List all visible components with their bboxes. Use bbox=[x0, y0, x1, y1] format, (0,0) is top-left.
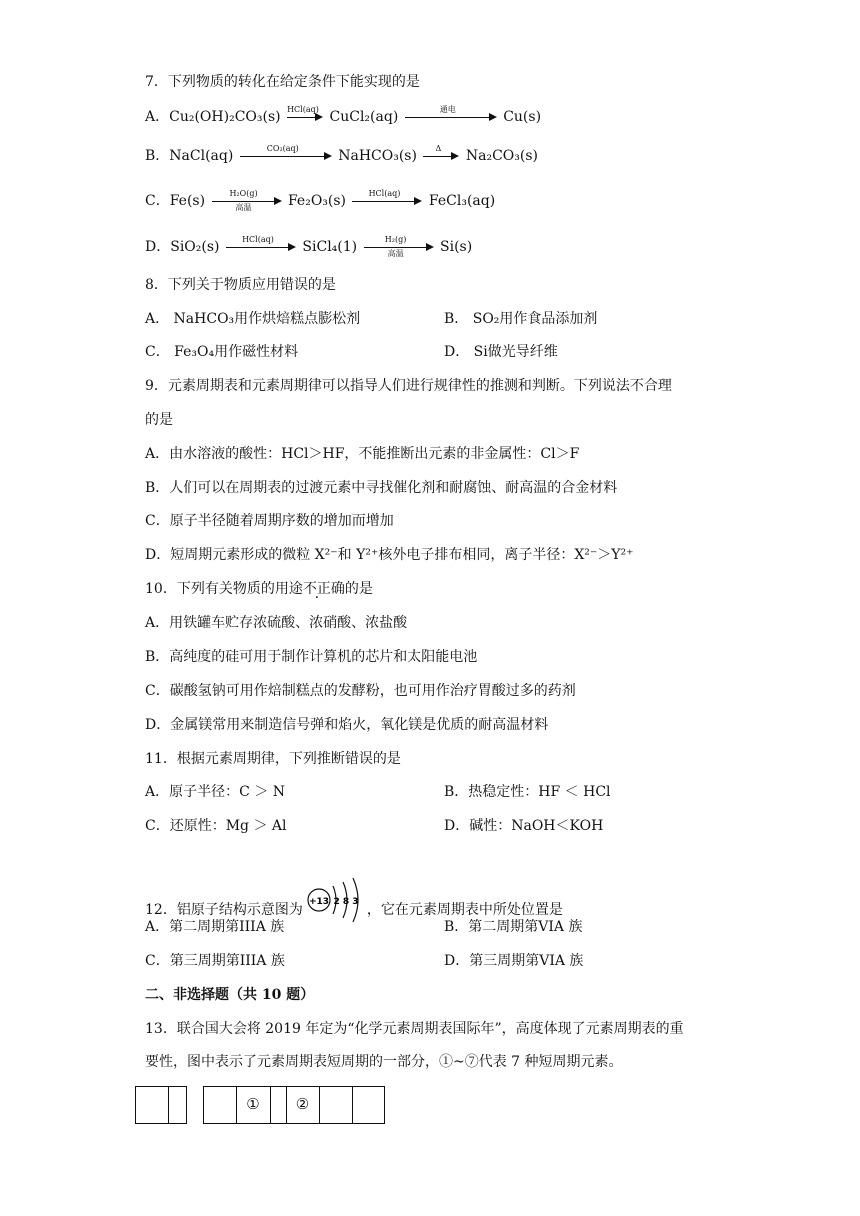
q9-option-c[interactable]: C．原子半径随着周期序数的增加而增加 bbox=[145, 513, 394, 529]
section-heading: 二、非选择题（共 10 题） bbox=[145, 987, 315, 1003]
q12-stem-post: ，它在元素周期表中所处位置是 bbox=[366, 902, 563, 918]
product: Si(s) bbox=[440, 239, 473, 255]
arrow-condition: Δ bbox=[435, 144, 442, 153]
option-label: D． bbox=[145, 239, 171, 255]
q7-stem: 7．下列物质的转化在给定条件下能实现的是 bbox=[145, 74, 420, 90]
table-cell-2: ② bbox=[295, 1095, 310, 1113]
reaction-arrow bbox=[352, 190, 422, 212]
nucleus-charge: +13 bbox=[308, 897, 329, 907]
intermediate: NaHCO₃(s) bbox=[338, 148, 417, 164]
reaction-arrow bbox=[287, 106, 323, 128]
electron-shells: 2 8 3 bbox=[333, 897, 359, 907]
reactant: NaCl(aq) bbox=[169, 148, 234, 164]
arrow-condition-below: 高温 bbox=[235, 203, 252, 212]
q13-text-line2: 要性，图中表示了元素周期表短周期的一部分，①~⑦代表 7 种短周期元素。 bbox=[145, 1054, 623, 1070]
q10-option-d[interactable]: D．金属镁常用来制造信号弹和焰火，氧化镁是优质的耐高温材料 bbox=[145, 717, 549, 733]
option-label: C． bbox=[145, 193, 170, 209]
arrow-condition: HCl(aq) bbox=[368, 189, 401, 198]
q11-option-c[interactable]: C．还原性：Mg ＞ Al bbox=[145, 818, 287, 834]
intermediate: Fe₂O₃(s) bbox=[287, 193, 347, 209]
cell-divider bbox=[319, 1086, 320, 1124]
q9-option-b[interactable]: B．人们可以在周期表的过渡元素中寻找催化剂和耐腐蚀、耐高温的合金材料 bbox=[145, 480, 618, 496]
reactant: Fe(s) bbox=[169, 193, 206, 209]
q7-option-b[interactable] bbox=[145, 145, 538, 167]
q10-stem-pre: 10．下列有关物质的用途 bbox=[145, 581, 303, 597]
q9-stem-line2: 的是 bbox=[145, 412, 173, 428]
q10-option-b[interactable]: B．高纯度的硅可用于制作计算机的芯片和太阳能电池 bbox=[145, 649, 478, 665]
arrow-condition: H₂(g) bbox=[384, 235, 407, 244]
q8-option-c[interactable]: C． Fe₃O₄用作磁性材料 bbox=[145, 344, 299, 360]
product: Na₂CO₃(s) bbox=[465, 148, 538, 164]
atom-structure-diagram bbox=[305, 872, 365, 928]
product: FeCl₃(aq) bbox=[428, 193, 496, 209]
option-label: A． bbox=[145, 109, 170, 125]
q11-option-a[interactable]: A．原子半径：C ＞ N bbox=[145, 784, 285, 800]
option-label: B． bbox=[145, 148, 170, 164]
reaction-arrow bbox=[405, 106, 497, 128]
table-cell-1: ① bbox=[246, 1095, 260, 1113]
reactant: Cu₂(OH)₂CO₃(s) bbox=[169, 109, 281, 125]
reaction-arrow bbox=[212, 190, 282, 212]
q11-option-b[interactable]: B．热稳定性：HF ＜ HCl bbox=[444, 784, 611, 800]
intermediate: CuCl₂(aq) bbox=[329, 109, 399, 125]
q7-option-a[interactable] bbox=[145, 106, 541, 128]
arrow-condition: H₂O(g) bbox=[229, 189, 258, 198]
q8-option-d[interactable]: D． Si做光导纤维 bbox=[444, 344, 558, 360]
arrow-condition: HCl(aq) bbox=[287, 105, 319, 114]
arrow-condition: HCl(aq) bbox=[242, 235, 274, 244]
q8-option-b[interactable]: B． SO₂用作食品添加剂 bbox=[444, 311, 598, 327]
q10-stem-emphasis: 不正 bbox=[302, 581, 331, 597]
arrow-condition-below: 高温 bbox=[387, 249, 404, 258]
q11-stem: 11．根据元素周期律，下列推断错误的是 bbox=[145, 751, 401, 767]
q7-option-c[interactable] bbox=[145, 190, 495, 212]
reactant: SiO₂(s) bbox=[170, 239, 220, 255]
arrow-condition: CO₂(aq) bbox=[266, 144, 299, 153]
reaction-arrow bbox=[364, 236, 434, 258]
q8-option-a[interactable]: A． NaHCO₃用作烘焙糕点膨松剂 bbox=[145, 311, 361, 327]
arrow-condition: 通电 bbox=[439, 105, 456, 114]
q12-option-c[interactable]: C．第三周期第IIIA 族 bbox=[145, 953, 285, 969]
q9-option-d[interactable]: D．短周期元素形成的微粒 X²⁻和 Y²⁺核外电子排布相同，离子半径：X²⁻＞Y²⁺ bbox=[145, 547, 634, 563]
q12-stem-pre: 12．铝原子结构示意图为 bbox=[145, 902, 303, 918]
product: Cu(s) bbox=[503, 109, 542, 125]
reaction-arrow bbox=[423, 145, 459, 167]
table-block-left bbox=[135, 1086, 187, 1124]
q10-option-a[interactable]: A．用铁罐车贮存浓硫酸、浓硝酸、浓盐酸 bbox=[145, 615, 408, 631]
reaction-arrow bbox=[240, 145, 332, 167]
q9-stem-line1: 9．元素周期表和元素周期律可以指导人们进行规律性的推测和判断。下列说法不合理 bbox=[145, 378, 672, 394]
q11-option-d[interactable]: D．碱性：NaOH＜KOH bbox=[444, 818, 604, 834]
cell-divider bbox=[270, 1086, 271, 1124]
q7-option-d[interactable] bbox=[145, 236, 472, 258]
cell-divider bbox=[352, 1086, 353, 1124]
intermediate: SiCl₄(1) bbox=[302, 239, 358, 255]
q8-stem: 8．下列关于物质应用错误的是 bbox=[145, 277, 336, 293]
q12-option-d[interactable]: D．第三周期第VIA 族 bbox=[444, 953, 584, 969]
q10-stem-post: 确的是 bbox=[330, 581, 373, 597]
q12-option-b[interactable]: B．第二周期第VIA 族 bbox=[444, 919, 583, 935]
q9-option-a[interactable]: A．由水溶液的酸性：HCl＞HF，不能推断出元素的非金属性：Cl＞F bbox=[145, 446, 580, 462]
q10-option-c[interactable]: C．碳酸氢钠可用作焙制糕点的发酵粉，也可用作治疗胃酸过多的药剂 bbox=[145, 683, 576, 699]
q13-text-line1: 13．联合国大会将 2019 年定为“化学元素周期表国际年”，高度体现了元素周期表的重 bbox=[145, 1021, 684, 1037]
q12-option-a[interactable]: A．第二周期第IIIA 族 bbox=[145, 919, 285, 935]
reaction-arrow bbox=[226, 236, 296, 258]
q10-stem bbox=[145, 580, 373, 598]
cell-divider bbox=[168, 1086, 169, 1124]
